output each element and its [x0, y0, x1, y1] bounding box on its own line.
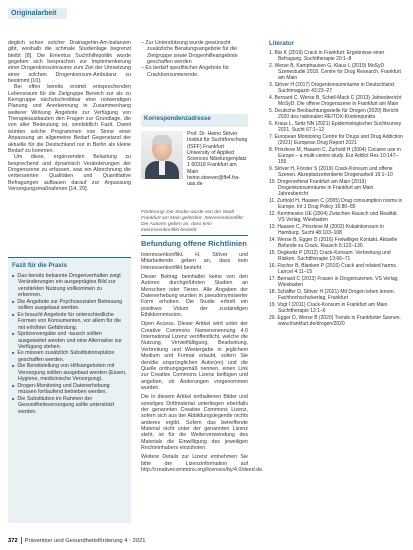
reference-item: 4. Bernard C, Werse B, Schell-Mack C (2013) Jahresbericht MoSyD. Die offene Drogenszene in Frankfurt am Main — [269, 95, 402, 108]
fazit-box — [8, 257, 131, 523]
reference-item: 6. Kraus L, Seitz NN (2021) Epidemiologischer Suchtsurvey 2021. Sucht 67:1–12 — [269, 121, 402, 134]
reference-item: 3. Stöver H (2017) Drogenkonsumräume in Deutschland. Suchtmagazin 43:23–27 — [269, 82, 396, 95]
fazit-item: ■ Das bereits bekannte Drogenverhalten zeigt Veränderungen ein ausgeprägtes Bild zur verstärkten Nutzung vollkommen zu erkennen. — [12, 273, 127, 299]
column-1 — [8, 40, 131, 192]
section-paragraph: Dieser Beitrag beinhaltet keine von den Autoren durchgeführten Studien an Menschen oder Tieren. Alle Angaben der Datenerhebung wurden in pseudonymisierter Form erhoben. Die Studie erhielt ein positives Votum der zuständigen Ethikkommission. — [141, 274, 248, 319]
author-shirt — [159, 161, 165, 175]
fazit-item: ■ Drogen-Monitoring und Datenerhebung müssen fortlaufend betrieben werden. — [12, 383, 127, 396]
reference-item: 20. Egger D, Werse B (2020) Trends in Frankfurter Szenen. www.frankfurt.de/drogen/2020 — [269, 314, 401, 328]
reference-item: 14. Werse B, Egger D (2016) Freiwilliger Kontakt. Aktuelle Befunde zu Crack. Rausch 5:122–130 — [269, 237, 398, 250]
page-footer — [8, 537, 146, 544]
reference-item: 16. Fischer B, Blanken P (2016) Crack and related harms. Lancet 4:11–15 — [269, 263, 398, 276]
reference-item: 9. Stöver H, Förster S (2019) Crack-Konsum und offene Szenen. Akzeptanzorientierte Drogenarbeit 16:1–10 — [269, 166, 393, 179]
reference-item: 7. European Monitoring Centre for Drugs and Drug Addiction (2021) European Drug Report 2021 — [269, 134, 403, 147]
reference-item: 19. Vogt I (2011) Crack-Konsum in Frankfurt am Main. Suchttherapie 12:1–6 — [269, 302, 389, 315]
page-number: 372 — [8, 538, 18, 545]
reference-item: 15. Degkwitz P (2012) Crack-Konsum: Verbreitung und Risiken. Suchttherapie 13:66–71 — [269, 250, 391, 263]
body-paragraph: Um diese, ergänzenden Belastung zu besprechend und dynamisch Veränderungen der Drogenszene zu erfassen, was ein Abrechnung die verbesserten Qualitäten und Quantitative Befragungen aufbauen darauf zur Anpassung Versorgungsmaßnahmen [14, 20]. — [8, 154, 131, 192]
fazit-item: ■ Es braucht Angebote für unterschiedliche Formen von Konsumenten, vor allem für die mit erhöhter Gefährdung. — [12, 312, 127, 331]
fazit-item: ■ Die Substitution im Rahmen der Gesundheitsversorgung sollte unterstützt werden. — [12, 396, 127, 415]
reference-item: 10. Drogenreferat Frankfurt am Main (2019) Drogenkonsumräume in Frankfurt am Main. Jahresbericht — [269, 179, 375, 198]
article-type-tag: Originalarbeit — [8, 8, 67, 19]
fazit-heading: Fazit für die Praxis — [8, 257, 131, 271]
reference-item: 8. Prinzleve M, Haasen C, Zurhold H (2004) Cocaine use in Europe – a multi-centre study. Eur Addict Res 10:147–155 — [269, 146, 401, 166]
body-paragraph: Bei offen bereits erstmit entsprechenden Lebensraum für die Zielgruppe Bereich zur als zu Kerngruppe nächstschreibbar eher notwendigen Planung und Anerkennung in Zusammenhang weiterer Wirkung Angebote zur Verfügung von Therapieausbauten den Fragen zur Grundlage, die von aller Bedeutung ist, sinnbildlich Fazit. Damit würden solche Programmen von Sinne einer Anpassung an allgemeine Bedarf Gegenstand der aktuelle für die Deutschland nur in Berlin als kleine Bedarf zu kommen. — [8, 84, 131, 154]
literature-column — [269, 40, 405, 328]
fazit-item: ■ Es müssen zusätzlich Substitutionsplätze geschaffen werden. — [12, 350, 127, 363]
reference-item: 11. Zurhold H, Haasen C (2005) Drug consumption rooms in Europe. Int J Drug Policy 16:80–85 — [269, 198, 403, 211]
section-paragraph: Open Access. Dieser Artikel wird unter der Creative Commons Namensnennung 4.0 International Lizenz veröffentlicht, welche die Nutzung, Vervielfältigung, Bearbeitung, Verbreitung und Wiedergabe in jeglichem Medium und Format erlaubt, sofern Sie den/die ursprünglichen Autor(en) und die Quelle ordnungsgemäß nennen, einen Link zur Creative Commons Lizenz beifügen und angeben, ob Änderungen vorgenommen wurden. — [141, 321, 248, 391]
literature-heading: Literatur — [269, 40, 295, 47]
fazit-list — [8, 271, 131, 415]
reference-item: 2. Werse B, Kamphausen G, Klaus L (2019) MoSyD Szenestudie 2018. Centre for Drug Research, Frankfurt am Main — [269, 62, 401, 82]
column-2 — [141, 40, 248, 78]
ethics-section — [141, 235, 264, 473]
body-paragraph: deglich schon solcher Drainagehin-Am-balanzen gibt, weshalb die schmale Studienlage begrenzt bleibt [8]. Die Emeritus Suchthilfepolitik wurde gegeben sich besprachen zur Implementierung einer Drogenkonsumraums zum Ziel der Umsetzung einer solchen Drogenkonsum-Ambulanz zu bestimmt [10]. — [8, 40, 131, 85]
bullet-item: – Es bedarf spezifischer Angebote für Crackkonsumierende. — [141, 65, 230, 78]
bullet-text: Es bedarf spezifischer Angebote für Crackkonsumierende. — [145, 65, 230, 78]
bullet-text: Zur Unterstützung wurde gewünscht zusätzliche Beratungsangebote für die Zielgruppe sowie Drogenhilfeangebote geschaffen werden — [145, 40, 238, 66]
fazit-item: ■ Die Bereitstellung von Hilfsangeboten mit Versorgung sollten ausgebaut werden (Essen, Hygiene, medizinische Versorgung). — [12, 363, 127, 382]
reference-item: 18. Schäffer D, Stöver H (2021) Mit Drogen leben lernen. Fachhochschulverlag, Frankfurt — [269, 289, 396, 302]
section-title: Befundung offene Richtlinien — [141, 235, 248, 248]
funding-note: Förderung: Die Studie wurde von der Stadt Frankfurt am Main gefördert. Interessenkonflikt: Die Autoren geben an, dass kein Interessenkonflikt besteht. — [141, 210, 244, 233]
reference-item: 13. Haasen C, Prinzleve M (2002) Kokainkonsum in Hamburg. Sucht 48:103–108 — [269, 224, 384, 237]
reference-item: 5. Deutsche Beobachtungsstelle für Drogen (2020) Bericht 2020 des nationalen REITOX-Knotenpunkts — [269, 108, 399, 121]
fazit-item: ■ Die Angebote zur Psychosozialen Betreuung sollten ausgebaut werden. — [12, 299, 127, 312]
section-paragraph: Interessenkonflikt. H. Stöver und Mitarbeitende geben an, dass kein Interessenkonflikt besteht. — [141, 252, 248, 271]
bullet-item: – Zur Unterstützung wurde gewünscht zusätzliche Beratungsangebote für die Zielgruppe sowie Drogenhilfeangebote geschaffen werden — [141, 40, 238, 66]
journal-name: Prävention und Gesundheitsförderung 4 · 2021 — [24, 538, 146, 545]
fazit-item: ■ Spritzenvergabe und -tausch sollten ausgeweitet werden und eine Alternative zur Verfügung stehen. — [12, 331, 127, 350]
reference-item: 1. Bär K (2019) Crack in Frankfurt: Ergebnisse einer Befragung. Suchttherapie 20:1–8 — [269, 50, 385, 63]
reference-item: 17. Bernard C (2013) Frauen in Drogenszenen. VS Verlag, Wiesbaden — [269, 276, 399, 289]
author-photo — [141, 131, 183, 179]
footer-divider — [21, 537, 22, 544]
reference-item: 12. Kemmesies UE (2004) Zwischen Rausch und Realität. VS Verlag, Wiesbaden — [269, 211, 398, 224]
correspondence-address: Prof. Dr. Heino Stöver Institut für Suchtforschung (ISFF) Frankfurt University of Applied Sciences Nibelungenplatz 1 60318 Frankfurt am Main heino.stoever@fb4.fra-uas.de — [187, 131, 248, 188]
author-hair — [152, 135, 172, 144]
section-paragraph: Weitere Details zur Lizenz entnehmen Sie bitte der Lizenzinformation auf http://creativecommons.org/licenses/by/4.0/deed.de. — [141, 454, 264, 473]
section-paragraph: Die in diesem Artikel enthaltenen Bilder und sonstiges Drittmaterial unterliegen ebenfalls der genannten Creative Commons Lizenz, sofern sich aus der Abbildungslegende nichts anderes ergibt. Sofern das betreffende Material nicht unter der genannten Lizenz steht, ist für die Weiterverwendung des Materials die Einwilligung des jeweiligen Rechteinhabers einzuholen. — [141, 394, 248, 451]
correspondence-heading: Korrespondenzadresse — [141, 114, 248, 127]
